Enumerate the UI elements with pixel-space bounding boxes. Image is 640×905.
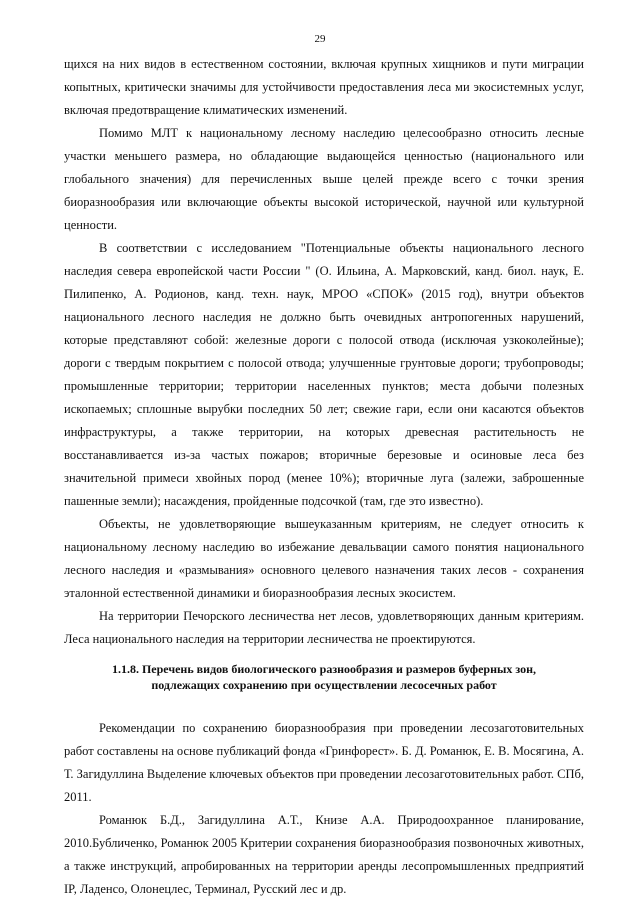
paragraph: Помимо МЛТ к национальному лесному наследию целесообразно относить лесные участки меньшего размера, но обладающие выдающейся ценностью (национального или глобального значения) для перечисленных выше целей прежде всего с точки зрения биоразнообразия или включающие объекты высокой исторической, научной или культурной ценности. xyxy=(64,126,584,232)
page-number: 29 xyxy=(314,33,326,45)
paragraph: Объекты, не удовлетворяющие вышеуказанным критериям, не следует относить к национальному лесному наследию во избежание девальвации самого понятия национального лесного наследия и «размывания» основного целевого назначения таких лесов - сохранения эталонной естественной динамики и биоразнообразия лесных экосистем. xyxy=(64,517,584,600)
paragraph: щихся на них видов в естественном состоянии, включая крупных хищников и пути миграции копытных, критически значимы для устойчивости предоставления леса ми экосистемных услуг, включая предотвращение климатических изменений. xyxy=(64,57,584,117)
section-heading xyxy=(64,661,584,693)
paragraph: Рекомендации по сохранению биоразнообразия при проведении лесозаготовительных работ составлены на основе публикаций фонда «Гринфорест». Б. Д. Романюк, Е. В. Мосягина, А. Т. Загидуллина Выделение ключевых объектов при проведении лесозаготовительных работ. СПб, 2011. xyxy=(64,721,584,804)
paragraph: На территории Печорского лесничества нет лесов, удовлетворяющих данным критериям. Леса национального наследия на территории лесничества не проектируются. xyxy=(64,609,584,646)
section-heading-line: 1.1.8. Перечень видов биологического разнообразия и размеров буферных зон, xyxy=(111,662,537,676)
section-heading-line: подлежащих сохранению при осуществлении лесосечных работ xyxy=(151,678,497,692)
paragraph: Романюк Б.Д., Загидуллина А.Т., Книзе А.А. Природоохранное планирование, 2010.Бубличенко, Романюк 2005 Критерии сохранения биоразнообразия позвоночных животных, а также инструкций, апробированных на территории аренды лесопромышленных предприятий IP, Ладенсо, Олонецлес, Терминал, Русский лес и др. xyxy=(64,813,584,896)
paragraph: В соответствии с исследованием "Потенциальные объекты национального лесного наследия севера европейской части России " (О. Ильина, А. Марковский, канд. биол. наук, Е. Пилипенко, А. Родионов, канд. техн. наук, МРОО «СПОК» (2015 год), внутри объектов национального лесного наследия не должно быть очевидных антропогенных нарушений, которые представляют собой: железные дороги с полосой отвода (исключая узкоколейные); дороги с твердым покрытием с полосой отвода; улучшенные грунтовые дороги; трубопроводы; промышленные территории; территории населенных пунктов; места добычи полезных ископаемых; сплошные вырубки последних 50 лет; свежие гари, если они касаются объектов инфраструктуры, а также территории, на которых древесная растительность не восстанавливается из-за частых пожаров; вторичные березовые и осиновые леса без значительной примеси хвойных пород (менее 10%); вторичные луга (залежи, заброшенные пашенные земли); насаждения, пройденные подсочкой (там, где это известно). xyxy=(64,241,584,508)
document-body xyxy=(64,53,584,901)
